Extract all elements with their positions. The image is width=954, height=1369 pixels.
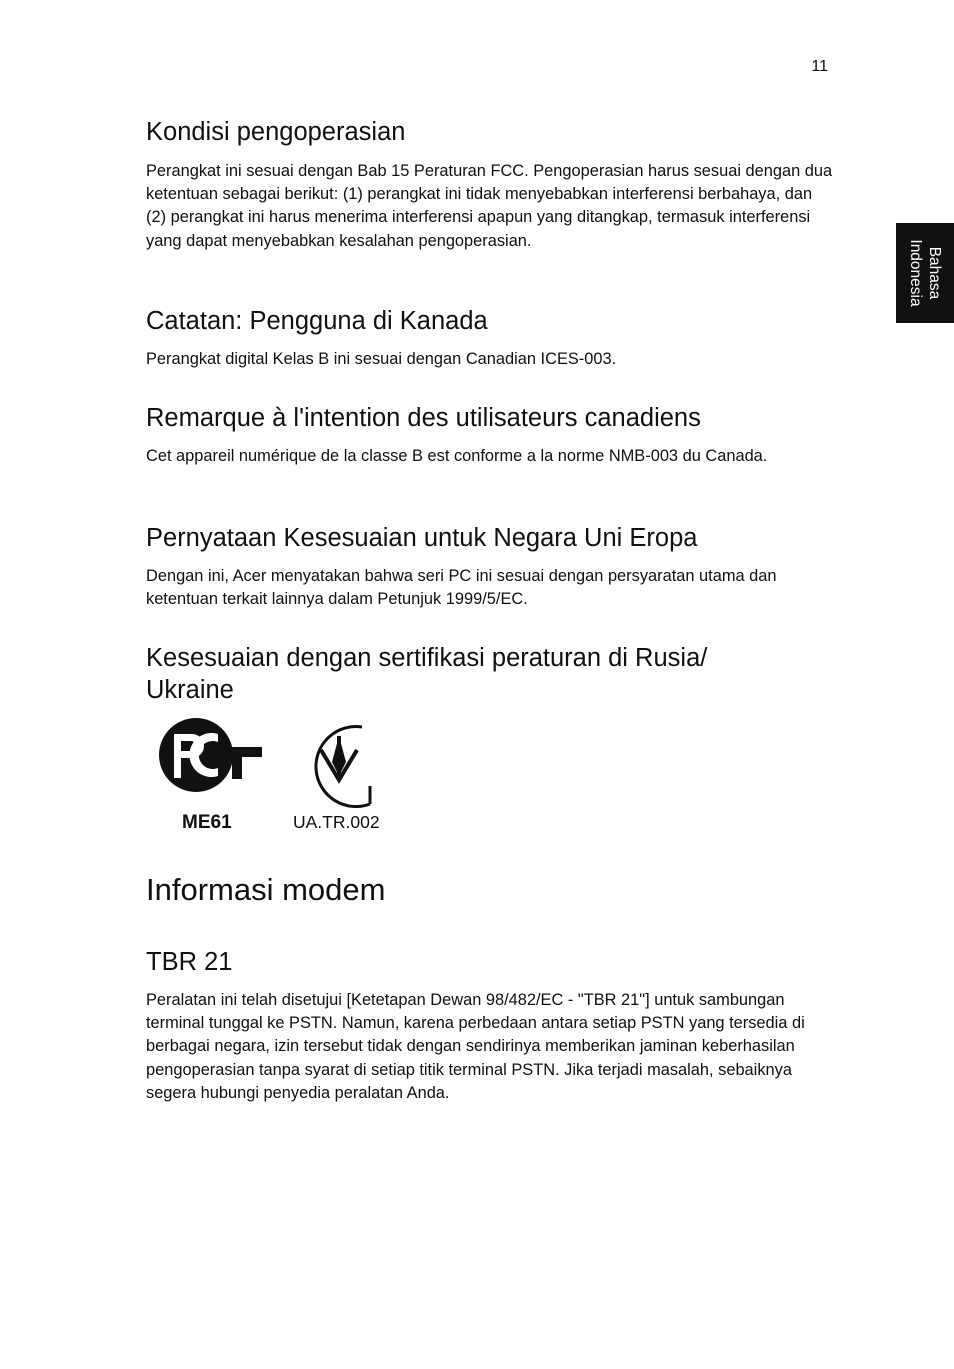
body-canada-note: Perangkat digital Kelas B ini sesuai dengan Canadian ICES-003. bbox=[146, 350, 617, 368]
title-modem-info: Informasi modem bbox=[146, 872, 386, 907]
pct-mark-caption: ME61 bbox=[182, 812, 232, 833]
heading-canada-note: Catatan: Pengguna di Kanada bbox=[146, 307, 488, 335]
body-eu-declaration: Dengan ini, Acer menyatakan bahwa seri PC ini sesuai dengan persyaratan utama dan ketentuan terkait lainnya dalam Petunjuk 1999/5/EC. bbox=[146, 567, 777, 609]
ukraine-conformity-mark-icon bbox=[294, 716, 378, 808]
heading-operating-conditions: Kondisi pengoperasian bbox=[146, 118, 406, 146]
body-tbr21: Peralatan ini telah disetujui [Ketetapan Dewan 98/482/EC - "TBR 21"] untuk sambungan terminal tunggal ke PSTN. Namun, karena perbedaan antara setiap PSTN yang tersedia di berbagai negara, izin tersebut tidak dengan sendirinya memberikan jaminan keberhasilan pengoperasian tanpa syarat di setiap titik terminal PSTN. Jika terjadi masalah, sebaiknya segera hubungi penyedia peralatan Anda. bbox=[146, 991, 805, 1102]
language-tab-line1: Bahasa bbox=[926, 246, 943, 300]
heading-tbr21: TBR 21 bbox=[146, 948, 233, 976]
heading-russia-ukraine: Kesesuaian dengan sertifikasi peraturan di Rusia/ Ukraine bbox=[146, 644, 708, 704]
body-operating-conditions: Perangkat ini sesuai dengan Bab 15 Peraturan FCC. Pengoperasian harus sesuai dengan dua ketentuan sebagai berikut: (1) perangkat ini tidak menyebabkan interferensi berbahaya, dan (2) perangkat ini harus menerima interferensi apapun yang ditangkap, termasuk interferensi yang dapat menyebabkan kesalahan pengoperasian. bbox=[146, 162, 833, 250]
language-tab-label bbox=[906, 239, 944, 306]
page-number: 11 bbox=[811, 58, 828, 75]
ukraine-mark-caption: UA.TR.002 bbox=[293, 812, 380, 832]
heading-canada-fr: Remarque à l'intention des utilisateurs canadiens bbox=[146, 404, 701, 432]
pct-certification-mark-icon bbox=[158, 717, 264, 795]
heading-eu-declaration: Pernyataan Kesesuaian untuk Negara Uni Eropa bbox=[146, 524, 698, 552]
language-side-tab bbox=[896, 223, 954, 323]
language-tab-line2: Indonesia bbox=[907, 239, 924, 307]
body-canada-fr: Cet appareil numérique de la classe B est conforme a la norme NMB-003 du Canada. bbox=[146, 447, 768, 465]
